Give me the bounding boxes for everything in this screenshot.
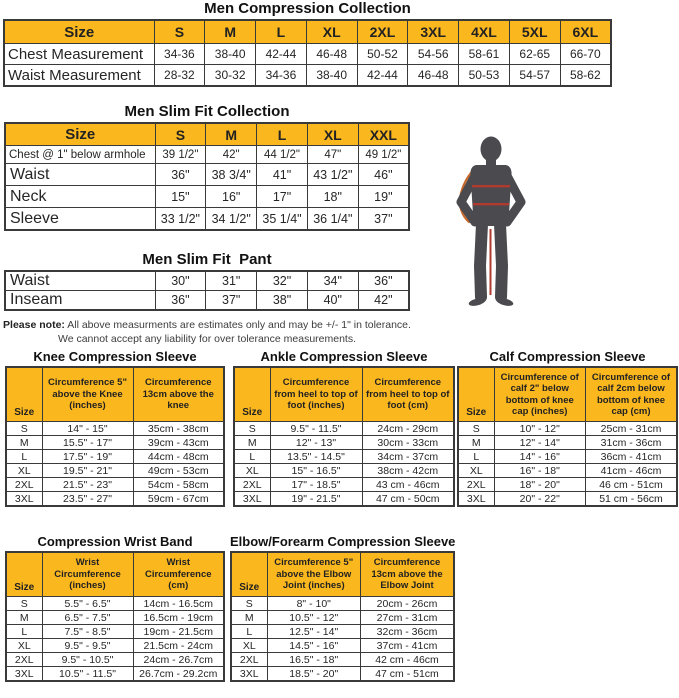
row-label: Waist [5,271,155,291]
size-cell: XL [6,639,42,653]
measurement-cell: 30" [155,271,206,291]
measurement-cell: 58-62 [560,65,611,87]
size-cell: M [458,436,494,450]
compression-wrist-band-section [5,534,225,682]
measurement-cell: 21.5" - 23" [42,478,133,492]
size-cell: 2XL [6,653,42,667]
measurement-cell: 46-48 [306,44,357,65]
header-row [234,367,454,422]
section-title: Elbow/Forearm Compression Sleeve [230,534,456,549]
column-header: Circumference 13cm above the knee [133,367,224,422]
measurement-cell: 62-65 [509,44,560,65]
size-col-header: S [154,20,205,44]
measurement-cell: 54cm - 58cm [133,478,224,492]
row-label: Waist Measurement [4,65,154,87]
measurement-cell: 20cm - 26cm [361,597,455,611]
measurement-cell: 19" - 21.5" [270,492,362,507]
measurement-cell: 15.5" - 17" [42,436,133,450]
header-row [6,552,224,597]
section-title: Men Compression Collection [204,0,411,17]
measurement-cell: 42" [358,291,409,311]
column-header: Circumference from heel to top of foot (inches) [270,367,362,422]
table-row [234,492,454,507]
measurement-cell: 24cm - 29cm [362,422,454,436]
measurement-cell: 16" [206,186,257,208]
column-header: Circumference from heel to top of foot (cm) [362,367,454,422]
measurement-cell: 42 cm - 46cm [361,653,455,667]
measurement-cell: 66-70 [560,44,611,65]
size-cell: 3XL [234,492,270,507]
header-row [4,20,611,44]
row-label: Waist [5,164,155,186]
measurement-cell: 10" - 12" [494,422,586,436]
measurement-cell: 47 cm - 51cm [361,667,455,682]
measurement-cell: 36" [155,164,206,186]
measurement-cell: 28-32 [154,65,205,87]
header-row [458,367,677,422]
men-compression-collection-table [3,19,612,87]
measurement-cell: 19cm - 21.5cm [133,625,224,639]
row-label: Chest Measurement [4,44,154,65]
measurement-cell: 18" - 20" [494,478,586,492]
measurement-cell: 50-52 [357,44,408,65]
measurement-cell: 14.5" - 16" [267,639,361,653]
size-cell: 3XL [6,492,42,507]
measurement-cell: 44cm - 48cm [133,450,224,464]
male-silhouette-svg [446,136,536,308]
measurement-cell: 41" [257,164,308,186]
measurement-cell: 40" [307,291,358,311]
measurement-cell: 17" - 18.5" [270,478,362,492]
measurement-cell: 12" - 14" [494,436,586,450]
measurement-cell: 8" - 10" [267,597,361,611]
measurement-cell: 35 1/4" [257,208,308,231]
measurement-cell: 21.5cm - 24cm [133,639,224,653]
measurement-cell: 38-40 [306,65,357,87]
size-cell: L [234,450,270,464]
size-cell: M [234,436,270,450]
size-cell: S [6,422,42,436]
measurement-cell: 34-36 [256,65,307,87]
table-row [231,653,454,667]
elbow-forearm-compression-sleeve-table [230,551,455,682]
measurement-cell: 34-36 [154,44,205,65]
measurement-cell: 31cm - 36cm [586,436,678,450]
measurement-cell: 44 1/2" [257,146,308,164]
size-cell: XL [458,464,494,478]
measurement-cell: 6.5" - 7.5" [42,611,133,625]
measurement-cell: 34 1/2" [206,208,257,231]
size-header-cell: Size [458,367,494,422]
size-header-cell: Size [6,367,42,422]
size-cell: L [458,450,494,464]
section-title: Knee Compression Sleeve [33,349,197,364]
section-title: Men Slim Fit Collection [124,103,290,120]
size-cell: 3XL [6,667,42,682]
measurement-cell: 34" [307,271,358,291]
table-row [458,478,677,492]
section-title: Compression Wrist Band [37,534,193,549]
column-header: Circumference of calf 2" below bottom of knee cap (inches) [494,367,586,422]
measurement-cell: 39cm - 43cm [133,436,224,450]
measurement-cell: 19.5" - 21" [42,464,133,478]
compression-wrist-band-table [5,551,225,682]
table-row [458,422,677,436]
table-row [6,597,224,611]
measurement-cell: 14" - 16" [494,450,586,464]
size-cell: M [231,611,267,625]
table-row [5,208,409,231]
ankle-compression-sleeve-table [233,366,455,507]
measurement-cell: 39 1/2" [155,146,206,164]
size-col-header: XL [306,20,357,44]
size-cell: 2XL [234,478,270,492]
measurement-cell: 59cm - 67cm [133,492,224,507]
table-row [4,65,611,87]
size-header-cell: Size [5,123,155,146]
measurement-cell: 38cm - 42cm [362,464,454,478]
table-row [6,436,224,450]
measurement-cell: 15" [155,186,206,208]
measurement-cell: 42-44 [256,44,307,65]
measurement-cell: 18" [307,186,358,208]
measurement-cell: 25cm - 31cm [586,422,678,436]
size-cell: S [6,597,42,611]
measurement-cell: 46" [358,164,409,186]
column-header: Wrist Circumference (cm) [133,552,224,597]
measurement-cell: 16.5" - 18" [267,653,361,667]
table-row [5,271,409,291]
table-row [231,611,454,625]
table-row [231,625,454,639]
section-title: Men Slim Fit Pant [142,251,272,268]
men-slim-fit-pant-section [4,252,410,311]
note-line-2: We cannot accept any liability for over tolerance measurements. [57,333,357,345]
size-cell: XL [6,464,42,478]
header-row [6,367,224,422]
size-col-header: L [257,123,308,146]
size-cell: M [6,611,42,625]
row-label: Neck [5,186,155,208]
measurement-cell: 30-32 [205,65,256,87]
measurement-cell: 9.5" - 9.5" [42,639,133,653]
measurement-cell: 54-56 [408,44,459,65]
size-cell: L [6,450,42,464]
size-cell: L [6,625,42,639]
size-col-header: M [206,123,257,146]
size-cell: 3XL [231,667,267,682]
section-title: Calf Compression Sleeve [489,349,646,364]
measurement-cell: 36cm - 41cm [586,450,678,464]
table-row [6,422,224,436]
measurement-cell: 14cm - 16.5cm [133,597,224,611]
table-row [6,611,224,625]
size-cell: 2XL [458,478,494,492]
size-header-cell: Size [234,367,270,422]
measurement-cell: 50-53 [459,65,510,87]
measurement-cell: 9.5" - 11.5" [270,422,362,436]
table-row [6,478,224,492]
measurement-cell: 12.5" - 14" [267,625,361,639]
calf-compression-sleeve-table [457,366,678,507]
measurement-cell: 47 cm - 50cm [362,492,454,507]
table-row [6,667,224,682]
size-cell: S [231,597,267,611]
measurement-cell: 33 1/2" [155,208,206,231]
section-title: Ankle Compression Sleeve [260,349,428,364]
measurement-cell: 10.5" - 12" [267,611,361,625]
size-col-header: 5XL [509,20,560,44]
table-row [231,667,454,682]
table-row [458,464,677,478]
measurement-cell: 14" - 15" [42,422,133,436]
knee-compression-sleeve-table [5,366,225,507]
table-row [458,450,677,464]
measurement-cell: 26.7cm - 29.2cm [133,667,224,682]
elbow-forearm-compression-sleeve-section [230,534,455,682]
measurement-cell: 17" [257,186,308,208]
table-row [5,291,409,311]
header-row [231,552,454,597]
column-header: Circumference 5" above the Elbow Joint (inches) [267,552,361,597]
column-header: Wrist Circumference (inches) [42,552,133,597]
measurement-cell: 27cm - 31cm [361,611,455,625]
measurement-cell: 38" [257,291,308,311]
table-row [6,625,224,639]
measurement-cell: 31" [206,271,257,291]
table-row [234,450,454,464]
measurement-cell: 37cm - 41cm [361,639,455,653]
measurement-cell: 37" [358,208,409,231]
measurement-cell: 23.5" - 27" [42,492,133,507]
men-slim-fit-pant-table [4,270,410,311]
table-row [234,422,454,436]
measurement-cell: 7.5" - 8.5" [42,625,133,639]
measurement-cell: 35cm - 38cm [133,422,224,436]
table-row [6,492,224,507]
measurement-cell: 32" [257,271,308,291]
ankle-compression-sleeve-section [233,349,455,507]
measurement-cell: 17.5" - 19" [42,450,133,464]
measurement-cell: 49cm - 53cm [133,464,224,478]
measurement-cell: 10.5" - 11.5" [42,667,133,682]
measurement-cell: 46 cm - 51cm [586,478,678,492]
measurement-cell: 42-44 [357,65,408,87]
measurement-cell: 49 1/2" [358,146,409,164]
row-label: Inseam [5,291,155,311]
measurement-cell: 34cm - 37cm [362,450,454,464]
calf-compression-sleeve-section [457,349,678,507]
measurement-cell: 43 cm - 46cm [362,478,454,492]
column-header: Circumference 13cm above the Elbow Joint [361,552,455,597]
size-col-header: 6XL [560,20,611,44]
measurement-cell: 46-48 [408,65,459,87]
size-cell: 2XL [6,478,42,492]
men-slim-fit-collection-table [4,122,410,231]
size-cell: L [231,625,267,639]
table-row [234,436,454,450]
measurement-cell: 37" [206,291,257,311]
measurement-cell: 36" [358,271,409,291]
measurement-cell: 20" - 22" [494,492,586,507]
measurement-cell: 36" [155,291,206,311]
measurement-cell: 38 3/4" [206,164,257,186]
measurement-cell: 32cm - 36cm [361,625,455,639]
size-col-header: XXL [358,123,409,146]
measurement-cell: 15" - 16.5" [270,464,362,478]
table-row [5,164,409,186]
size-cell: S [458,422,494,436]
size-header-cell: Size [231,552,267,597]
measurement-cell: 12" - 13" [270,436,362,450]
knee-compression-sleeve-section [5,349,225,507]
size-col-header: 2XL [357,20,408,44]
measurement-cell: 41cm - 46cm [586,464,678,478]
size-cell: 3XL [458,492,494,507]
table-row [6,450,224,464]
size-header-cell: Size [6,552,42,597]
measurement-cell: 43 1/2" [307,164,358,186]
table-row [5,146,409,164]
size-col-header: XL [307,123,358,146]
table-row [5,186,409,208]
table-row [6,653,224,667]
men-compression-collection-section [3,1,612,87]
table-row [6,639,224,653]
table-row [4,44,611,65]
measurement-cell: 9.5" - 10.5" [42,653,133,667]
size-col-header: S [155,123,206,146]
measurement-cell: 51 cm - 56cm [586,492,678,507]
size-cell: 2XL [231,653,267,667]
header-row [5,123,409,146]
size-col-header: L [256,20,307,44]
column-header: Circumference of calf 2cm below bottom of knee cap (cm) [586,367,678,422]
measurement-cell: 16.5cm - 19cm [133,611,224,625]
measurement-cell: 58-61 [459,44,510,65]
table-row [458,492,677,507]
table-row [231,597,454,611]
table-row [6,464,224,478]
row-label: Sleeve [5,208,155,231]
note-lead: Please note: [3,319,65,331]
column-header: Circumference 5" above the Knee (inches) [42,367,133,422]
measurement-cell: 5.5" - 6.5" [42,597,133,611]
size-cell: XL [234,464,270,478]
measurement-cell: 36 1/4" [307,208,358,231]
measurement-cell: 54-57 [509,65,560,87]
table-row [234,464,454,478]
size-col-header: 3XL [408,20,459,44]
note-line-1: Please note: All above measurments are estimates only and may be +/- 1" in tolerance. [3,319,411,331]
measurement-cell: 16" - 18" [494,464,586,478]
table-row [458,436,677,450]
table-row [231,639,454,653]
measurement-cell: 38-40 [205,44,256,65]
measurement-cell: 19" [358,186,409,208]
size-cell: M [6,436,42,450]
measurement-cell: 13.5" - 14.5" [270,450,362,464]
measurement-cell: 24cm - 26.7cm [133,653,224,667]
men-slim-fit-collection-section [4,104,410,231]
tolerance-note [0,318,414,346]
table-row [234,478,454,492]
size-header-cell: Size [4,20,154,44]
measurement-cell: 47" [307,146,358,164]
male-silhouette-figure [446,136,536,308]
size-cell: S [234,422,270,436]
row-label: Chest @ 1" below armhole [5,146,155,164]
size-cell: XL [231,639,267,653]
size-col-header: M [205,20,256,44]
measurement-cell: 42" [206,146,257,164]
size-col-header: 4XL [459,20,510,44]
measurement-cell: 30cm - 33cm [362,436,454,450]
measurement-cell: 18.5" - 20" [267,667,361,682]
